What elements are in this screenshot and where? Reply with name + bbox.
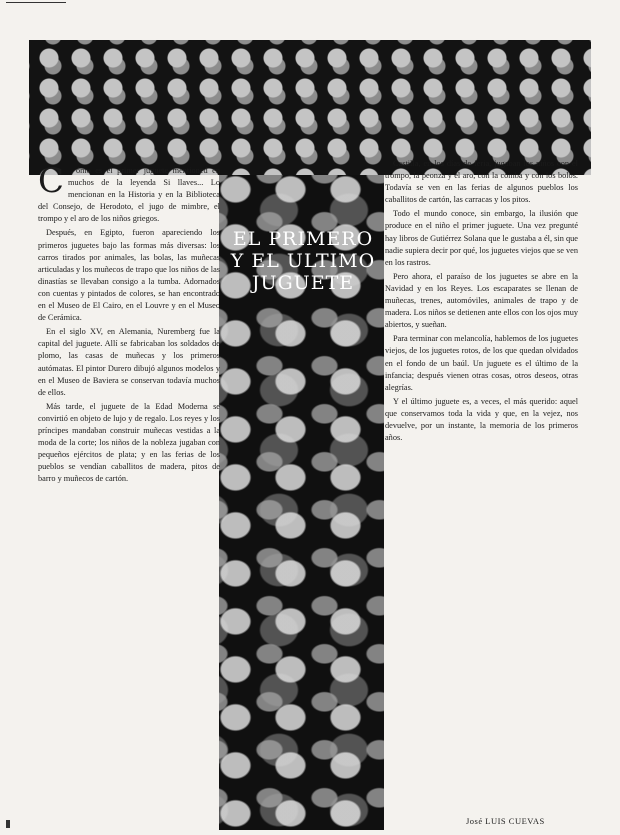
dolls-heads-photo xyxy=(29,40,591,175)
drop-cap: C xyxy=(38,165,65,201)
paragraph: Más tarde, el juguete de la Edad Moderna se convirtió en objeto de lujo y de regalo. Los reyes y los príncipes mandaban construir muñecas vestidas a la moda de la corte; los niños de la nobleza jugaban con pequeños ejércitos de plata; y en las ferias de los pueblos se vendían caballitos de madera, pitos de barro y muñecos de cartón. xyxy=(38,401,220,484)
author-byline: José LUIS CUEVAS xyxy=(466,816,545,826)
article-column-left xyxy=(38,165,220,820)
title-line-3: JUGUETE xyxy=(251,272,355,294)
paragraph: En el siglo XV, en Alemania, Nuremberg fue la capital del juguete. Allí se fabricaban los soldados de plomo, las casas de muñecas y los primeros autómatas. El pintor Durero dibujó algunos modelos y en el Museo de Baviera se conservan todavía muchos de ellos. xyxy=(38,327,220,397)
title-line-1: EL PRIMERO xyxy=(232,228,374,250)
paragraph: Y el último juguete es, a veces, el más querido: aquel que conservamos toda la vida y que, en la vejez, nos devuelve, por un instante, la memoria de los primeros años. xyxy=(385,396,578,443)
paragraph: ómo es el primer juguete mentioned en muchos de la leyenda Si llaves... Lo mencionan en la Historia y en la Biblioteca del Consejo, de Herodoto, el jugo de mimbre, el trompo y el aro de los niños griegos. xyxy=(38,166,220,224)
paragraph: Para terminar con melancolía, hablemos de los juguetes viejos, de los juguetes rotos, de los que quedan olvidados en el fondo de un baúl. Un juguete es el último de la infancia; después vienen otras cosas, otros deseos, otras alegrías. xyxy=(385,334,578,392)
paragraph: Castilla, en los días de feria, jugaban los niños con el trompo, la peonza y el aro, con la comba y con los bolos. Todavía se ven en las ferias de algunos pueblos los caballitos de cartón, las carracas y los pitos. xyxy=(385,159,578,205)
page-mark xyxy=(6,820,10,828)
top-rule xyxy=(6,2,66,3)
article-column-right xyxy=(385,158,578,803)
paragraph: Pero ahora, el paraíso de los juguetes se abre en la Navidad y en los Reyes. Los escaparates se llenan de muñecas, trenes, automóviles, animales de trapo y de madera. Los niños se detienen ante ellos con los ojos muy abiertos, y sueñan. xyxy=(385,271,578,330)
paragraph: Después, en Egipto, fueron apareciendo los primeros juguetes bajo las formas más diversas: los carros tirados por animales, las bolas, las muñecas articuladas y los muñecos de trapo que los niños de las dinastías se llevaban consigo a la tumba. Adornados con cuentas y pintados de colores, se han encontrado en el Museo de El Cairo, en el Louvre y en el Museo de Cerámica. xyxy=(38,228,220,323)
article-title xyxy=(228,228,378,294)
title-line-2: Y EL ULTIMO xyxy=(230,250,376,272)
paragraph: Todo el mundo conoce, sin embargo, la ilusión que produce en el niño el primer juguete. Una vez pregunté hay libros de Gutiérrez Solana que le gustaba a él, sin que nadie supiera decir por qué, los juguetes viejos que se ven en los rastros. xyxy=(385,209,578,267)
